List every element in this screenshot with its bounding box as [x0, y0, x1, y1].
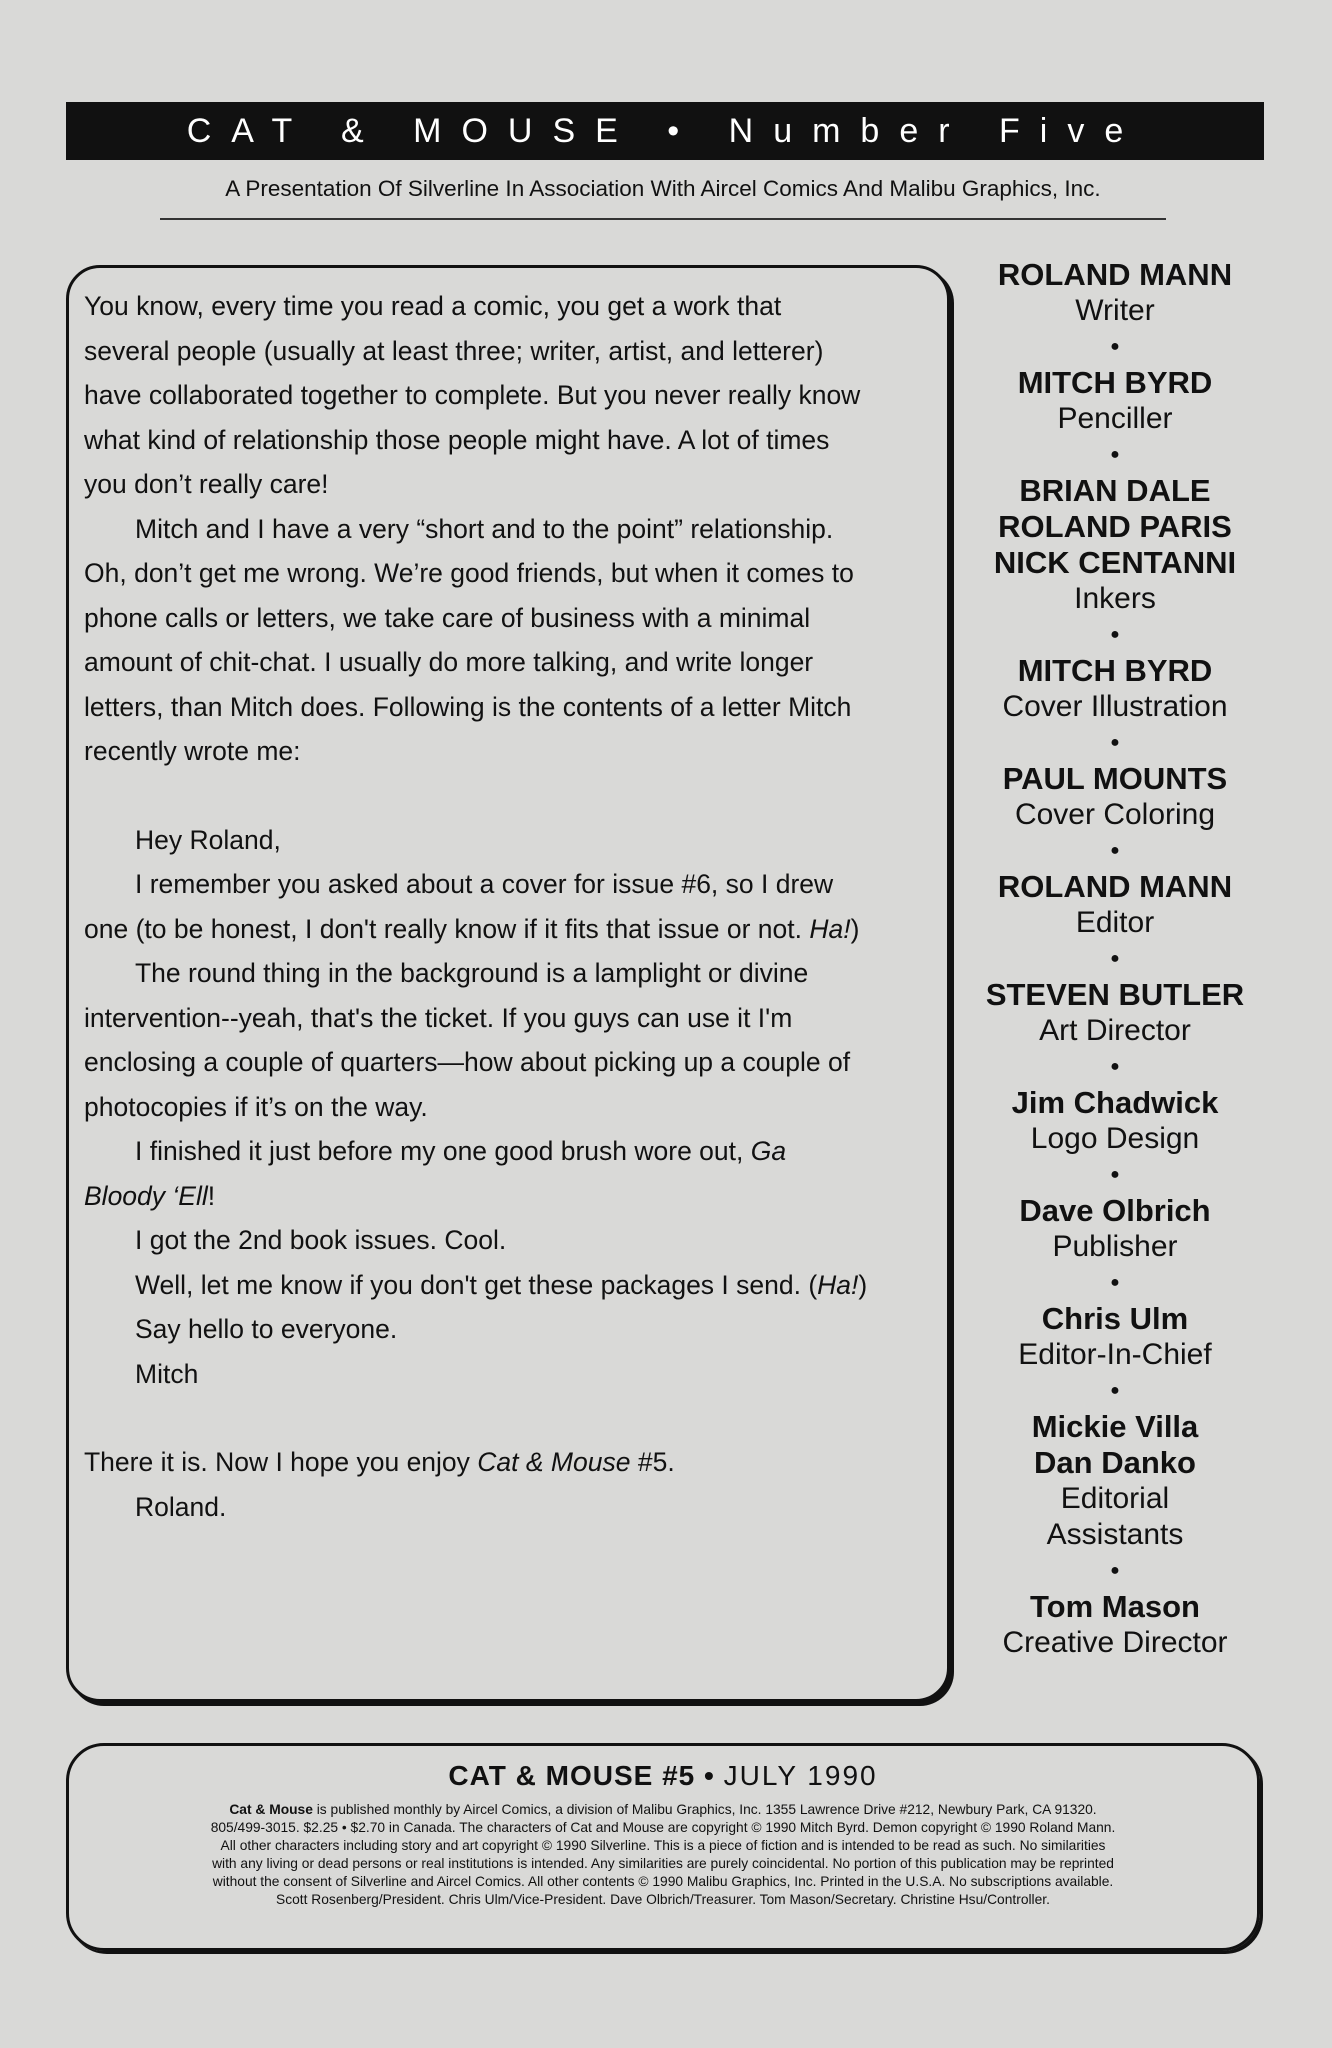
letter-line: intervention--yeah, that's the ticket. If you guys can use it I'm	[84, 1002, 793, 1033]
bullet-separator: ●	[1110, 950, 1120, 967]
letter-emphasis: Ha!	[809, 913, 851, 944]
letter-line: what kind of relationship those people might have. A lot of times	[84, 424, 830, 455]
indicia-date: JULY 1990	[723, 1760, 878, 1791]
letter-line: you don’t really care!	[84, 469, 329, 499]
indicia-text	[90, 1801, 1236, 1909]
letter-line: Say hello to everyone.	[135, 1314, 398, 1344]
credit-entry	[965, 1085, 1265, 1157]
credit-entry	[965, 257, 1265, 329]
credit-role: Penciller	[1057, 402, 1173, 435]
masthead-title-bar	[66, 102, 1264, 160]
letter-line	[84, 907, 924, 952]
bullet-separator: ●	[1110, 1562, 1120, 1579]
letter-text-run: Well, let me know if you don't get these packages I send. (	[135, 1269, 818, 1300]
letter-signature: Mitch	[135, 1358, 199, 1389]
credit-name: NICK CENTANNI	[993, 545, 1237, 580]
credit-entry	[965, 1589, 1265, 1661]
masthead-subtitle: A Presentation Of Silverline In Association With Aircel Comics And Malibu Graphics, Inc.	[225, 176, 1101, 201]
credit-role: Inkers	[1074, 582, 1156, 615]
bullet-separator: ●	[1110, 734, 1120, 751]
credit-role: Logo Design	[1030, 1122, 1200, 1155]
bullet-separator: ●	[1110, 1274, 1120, 1291]
credit-name: ROLAND PARIS	[998, 509, 1232, 544]
letter-line: Mitch and I have a very “short and to the point” relationship.	[135, 513, 834, 544]
indicia-text-run: is published monthly by Aircel Comics, a division of Malibu Graphics, Inc. 1355 Lawrence Drive #212, Newbury Park, CA 91320.	[312, 1802, 1097, 1817]
credit-name: PAUL MOUNTS	[1002, 761, 1228, 796]
credit-entry	[965, 365, 1265, 437]
letter-line: recently wrote me:	[84, 736, 301, 766]
credit-name: Chris Ulm	[1041, 1301, 1189, 1336]
credit-role: Cover Illustration	[1002, 690, 1228, 723]
spacer	[84, 774, 924, 818]
bullet-separator: ●	[1110, 626, 1120, 643]
letter-line	[84, 1129, 924, 1174]
masthead-divider	[160, 218, 1166, 220]
indicia-lead: Cat & Mouse	[229, 1802, 313, 1817]
indicia-line: without the consent of Silverline and Aircel Comics. All other contents © 1990 Malibu Graphics, Inc. Printed in the U.S.A. No subscriptions available.	[212, 1874, 1114, 1889]
letter-line	[84, 1263, 924, 1308]
letter-line: amount of chit-chat. I usually do more talking, and write longer	[84, 647, 814, 677]
credit-name: BRIAN DALE	[1019, 473, 1211, 508]
credits-column	[965, 257, 1265, 1661]
credit-role: Editorial	[1060, 1482, 1170, 1515]
letter-signature: Roland.	[135, 1491, 227, 1522]
letter-emphasis: Ha!	[817, 1269, 859, 1300]
credit-role: Assistants	[1046, 1518, 1184, 1551]
letter-line	[84, 1174, 924, 1219]
letter-line: Oh, don’t get me wrong. We’re good friends, but when it comes to	[84, 558, 854, 588]
letter-text-run: !	[207, 1180, 216, 1211]
bullet-separator: ●	[1110, 842, 1120, 859]
credit-role: Editor	[1075, 906, 1155, 939]
letter-text	[84, 284, 924, 1529]
letter-line: letters, than Mitch does. Following is the contents of a letter Mitch	[84, 691, 852, 722]
credit-name: Tom Mason	[1030, 1589, 1200, 1624]
bullet-separator: ●	[1110, 1382, 1120, 1399]
credit-role: Writer	[1075, 294, 1155, 327]
indicia-line: Scott Rosenberg/President. Chris Ulm/Vice-President. Dave Olbrich/Treasurer. Tom Mason/Secretary. Christine Hsu/Controller.	[276, 1892, 1050, 1907]
credit-entry	[965, 977, 1265, 1049]
letter-text-run: #5.	[630, 1447, 675, 1477]
credit-entry	[965, 473, 1265, 617]
credit-name: Mickie Villa	[1031, 1409, 1199, 1444]
credit-name: Dave Olbrich	[1019, 1193, 1211, 1228]
credit-name: MITCH BYRD	[1017, 365, 1213, 400]
indicia-line: All other characters including story and art copyright © 1990 Silverline. This is a piece of fiction and is intended to be read as such. No similarities	[220, 1838, 1106, 1853]
credit-entry	[965, 653, 1265, 725]
letter-line: phone calls or letters, we take care of business with a minimal	[84, 602, 811, 633]
masthead-title: CAT & MOUSE • Number Five	[186, 111, 1144, 150]
credit-name: MITCH BYRD	[1017, 653, 1213, 688]
letter-emphasis: Cat & Mouse	[477, 1447, 631, 1477]
letter-line: photocopies if it’s on the way.	[84, 1091, 428, 1122]
credit-entry	[965, 1409, 1265, 1553]
credit-name: STEVEN BUTLER	[985, 977, 1245, 1012]
bullet-separator: ●	[1110, 1166, 1120, 1183]
credit-entry	[965, 1301, 1265, 1373]
letter-text-run: )	[858, 1269, 868, 1300]
indicia-separator: •	[704, 1760, 715, 1791]
credit-role: Cover Coloring	[1014, 798, 1216, 831]
letter-text-run: There it is. Now I hope you enjoy	[84, 1447, 478, 1477]
letter-line: enclosing a couple of quarters—how about picking up a couple of	[84, 1047, 851, 1077]
letter-text-run: )	[850, 913, 860, 944]
indicia-line: with any living or dead persons or real institutions is intended. Any similarities are purely coincidental. No portion of this publication may be reprinted	[212, 1856, 1114, 1871]
credit-role: Creative Director	[1002, 1626, 1228, 1659]
letter-line: have collaborated together to complete. But you never really know	[84, 380, 861, 410]
credit-name: ROLAND MANN	[997, 869, 1233, 904]
credit-entry	[965, 869, 1265, 941]
credit-role: Publisher	[1052, 1230, 1178, 1263]
credit-role: Art Director	[1039, 1014, 1191, 1047]
letter-line: several people (usually at least three; writer, artist, and letterer)	[84, 335, 824, 366]
indicia-issue: CAT & MOUSE #5	[448, 1760, 696, 1791]
credit-entry	[965, 761, 1265, 833]
letter-line: I got the 2nd book issues. Cool.	[135, 1225, 507, 1255]
bullet-separator: ●	[1110, 338, 1120, 355]
credit-role: Editor-In-Chief	[1018, 1338, 1212, 1371]
credit-name: Dan Danko	[1034, 1445, 1196, 1480]
credit-name: Jim Chadwick	[1011, 1085, 1219, 1120]
letter-line	[84, 1440, 924, 1485]
letter-emphasis: Bloody ‘Ell	[84, 1180, 208, 1211]
indicia-title	[66, 1760, 1260, 1792]
letter-emphasis: Ga	[750, 1136, 787, 1166]
indicia-line	[90, 1801, 1236, 1819]
credit-name: ROLAND MANN	[997, 257, 1233, 292]
credit-entry	[965, 1193, 1265, 1265]
letter-text-run: one (to be honest, I don't really know if it fits that issue or not.	[84, 913, 810, 944]
letter-text-run: I finished it just before my one good brush wore out,	[135, 1136, 751, 1166]
letter-line: The round thing in the background is a lamplight or divine	[135, 958, 809, 988]
bullet-separator: ●	[1110, 1058, 1120, 1075]
spacer	[84, 1396, 924, 1440]
letter-line: I remember you asked about a cover for issue #6, so I drew	[135, 869, 834, 899]
letter-line: You know, every time you read a comic, you get a work that	[84, 291, 782, 321]
bullet-separator: ●	[1110, 446, 1120, 463]
indicia-line: 805/499-3015. $2.25 • $2.70 in Canada. The characters of Cat and Mouse are copyright © 1990 Mitch Byrd. Demon copyright © 1990 Roland Mann.	[210, 1820, 1116, 1835]
letter-greeting: Hey Roland,	[135, 824, 281, 855]
